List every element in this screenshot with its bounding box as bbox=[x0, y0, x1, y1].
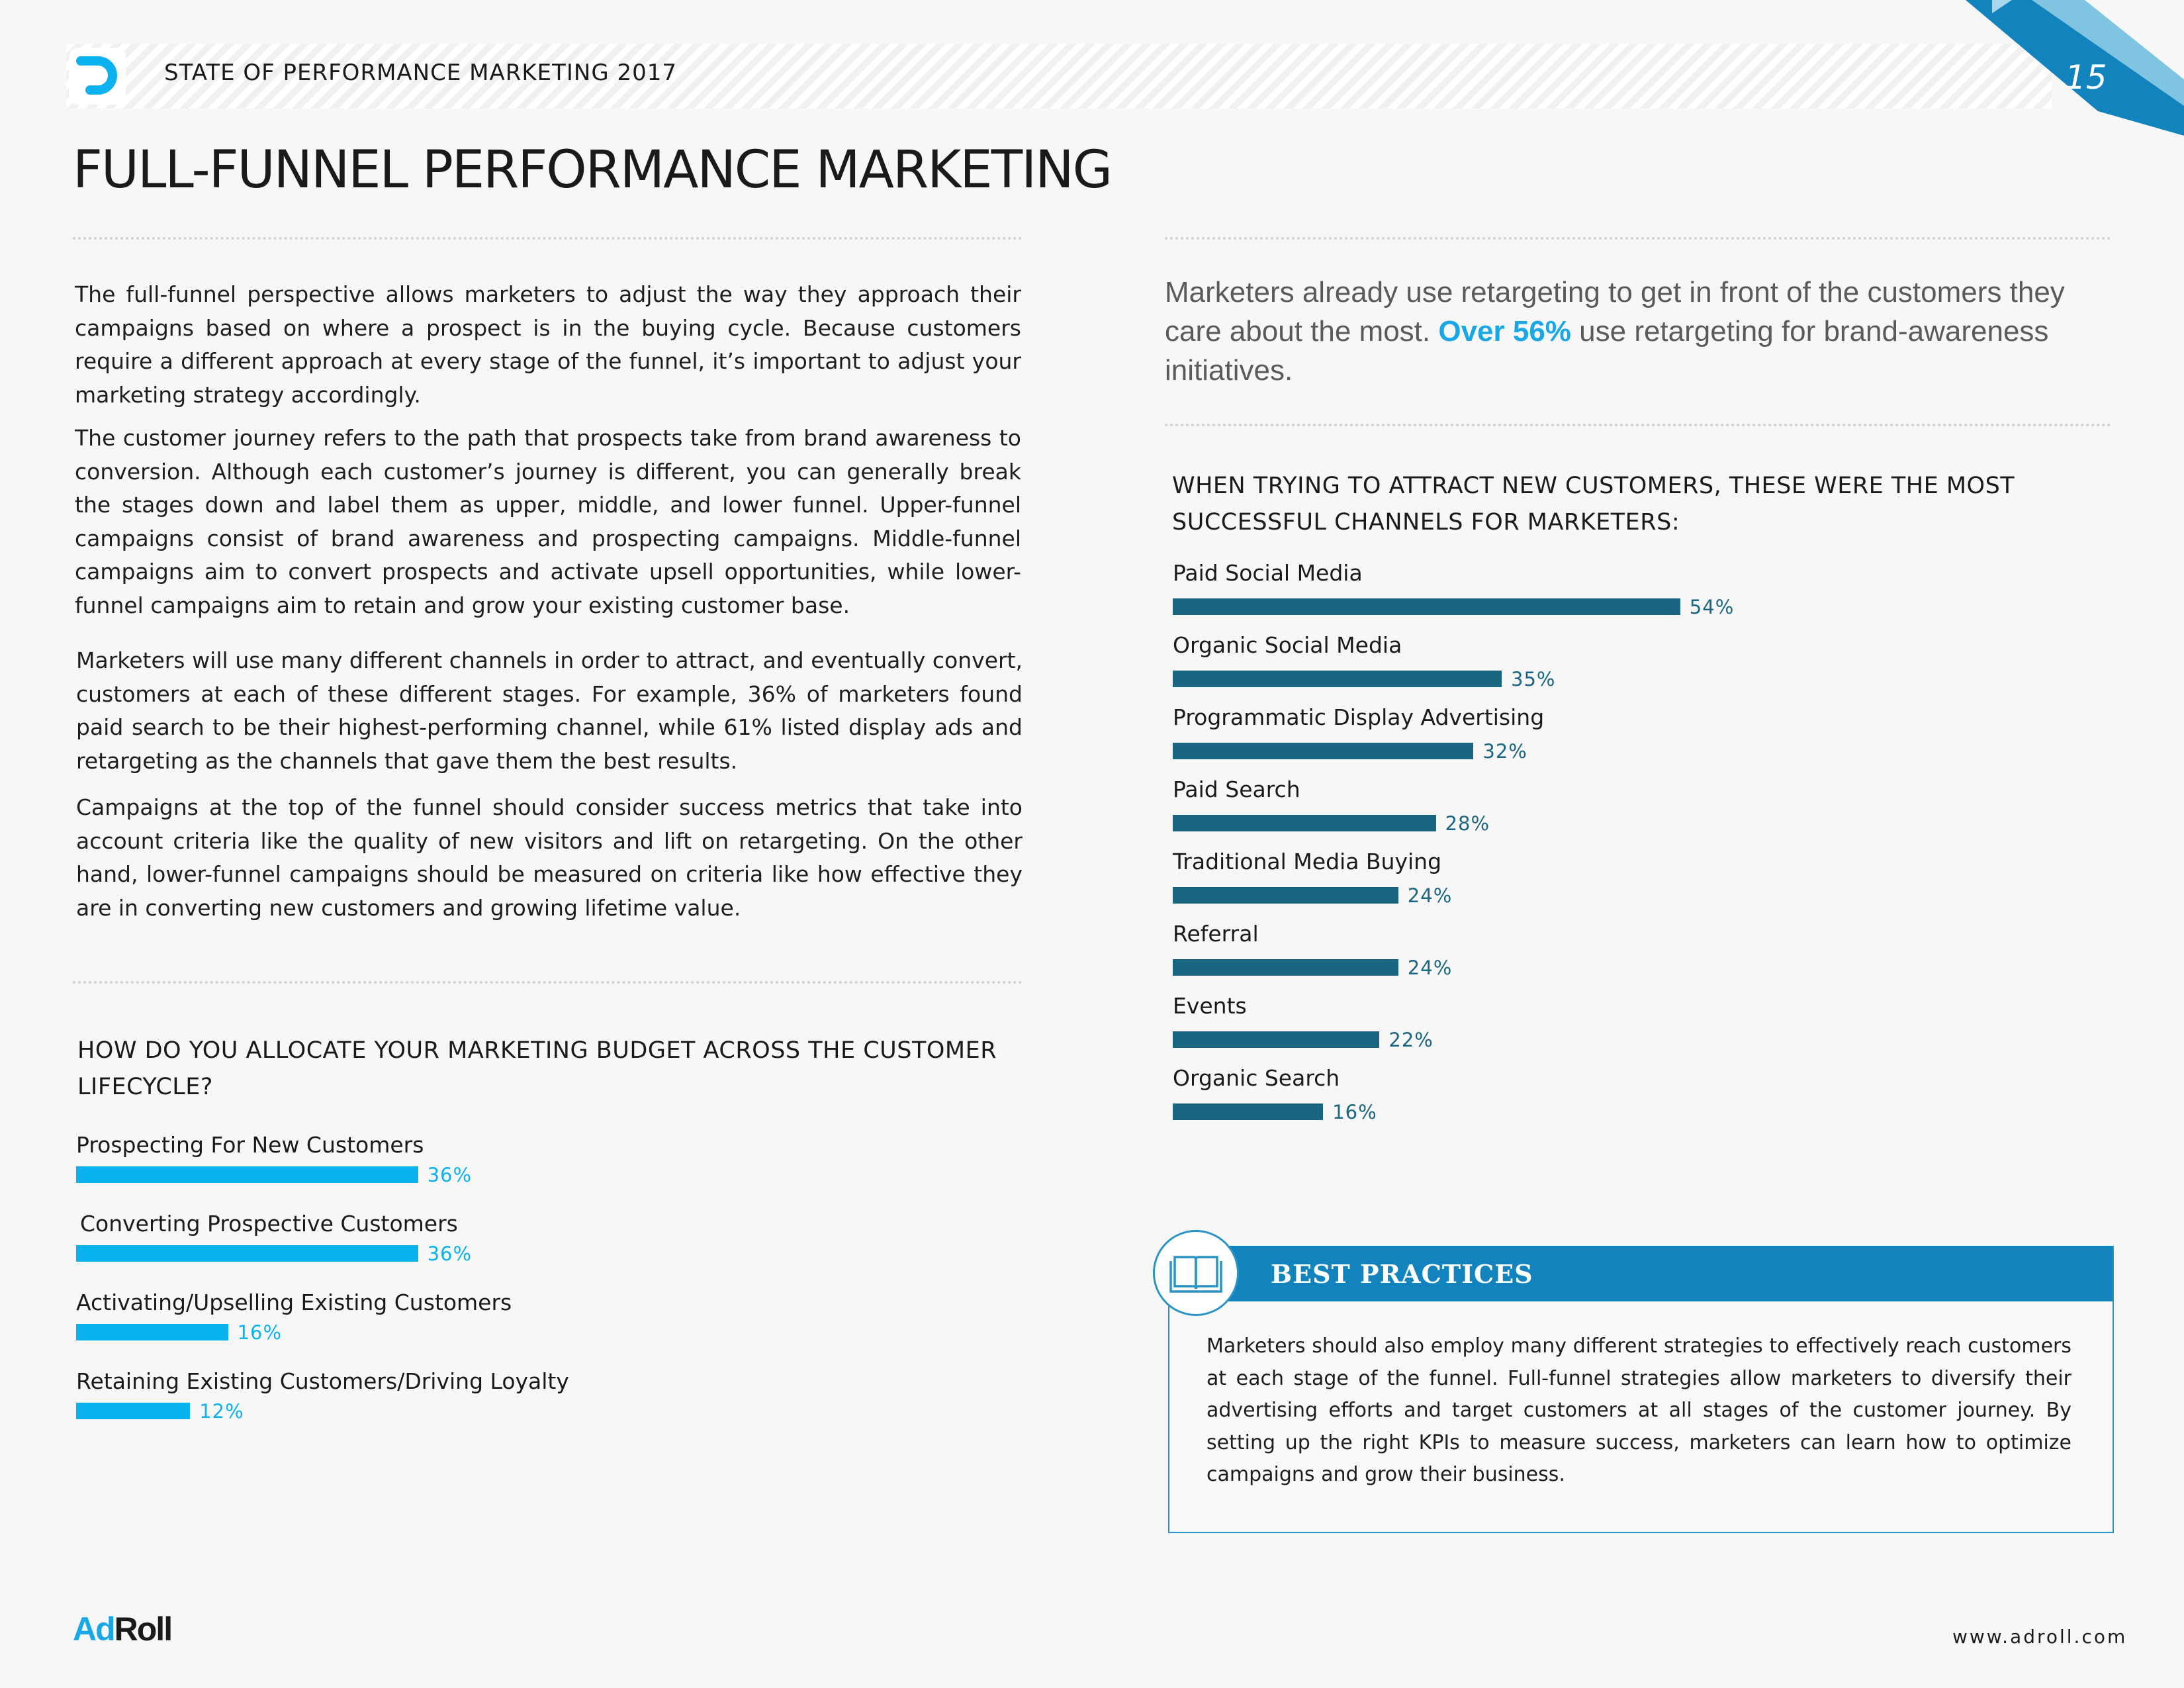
journey-paragraph: The customer journey refers to the path that prospects take from brand awareness to conversion. Although each customer’s journey is different, you can generally break the stages down and label them as upper, middle, and lower funnel. Upper-funnel campaigns consist of brand awareness and prospecting campaigns. Middle-funnel campaigns aim to convert prospects and activate upsell opportunities, while lower-funnel campaigns aim to retain and grow your existing customer base. bbox=[75, 425, 1021, 618]
bar-value-label: 24% bbox=[1407, 957, 1453, 979]
bar bbox=[1173, 1103, 1323, 1120]
best-practices-text: Marketers should also employ many different strategies to effectively reach customers at each stage of the funnel. Full-funnel strategies allow marketers to diversify their advertising efforts and target customers at all stages of the customer journey. By setting up the right KPIs to measure success, marketers can learn how to optimize campaigns and grow their business. bbox=[1206, 1335, 2071, 1486]
logo-part-ad: Ad bbox=[73, 1611, 114, 1648]
bar-label: Programmatic Display Advertising bbox=[1173, 704, 1545, 730]
chart-title: HOW DO YOU ALLOCATE YOUR MARKETING BUDGET ACROSS THE CUSTOMER LIFECYCLE? bbox=[77, 1037, 997, 1100]
bar-value-label: 35% bbox=[1511, 668, 1556, 690]
bar-label: Retaining Existing Customers/Driving Loyalty bbox=[76, 1368, 569, 1394]
website-link[interactable]: www.adroll.com bbox=[1952, 1626, 2128, 1648]
adroll-swirl-icon bbox=[69, 48, 126, 105]
bar-label: Prospecting For New Customers bbox=[76, 1132, 424, 1158]
bar bbox=[1173, 743, 1473, 759]
bar bbox=[1173, 815, 1436, 831]
bar-label: Organic Social Media bbox=[1173, 632, 1402, 658]
bar bbox=[1173, 887, 1398, 904]
quote-text-end: use retargeting for brand-awareness initiatives. bbox=[1165, 315, 2049, 387]
bar-label: Referral bbox=[1173, 921, 1259, 947]
bar bbox=[76, 1245, 418, 1262]
report-title: STATE OF PERFORMANCE MARKETING 2017 bbox=[164, 60, 678, 86]
channels-paragraph: Marketers will use many different channels in order to attract, and eventually convert, customers at each of these different stages. For example, 36% of marketers found paid search to be their highest-performing channel, while 61% listed display ads and retargeting as the channels that gave them the best results. bbox=[76, 647, 1023, 774]
bar-value-label: 32% bbox=[1482, 740, 1527, 763]
bar-value-label: 12% bbox=[199, 1400, 244, 1423]
divider bbox=[1165, 237, 2111, 240]
bar-value-label: 36% bbox=[427, 1164, 473, 1186]
bar bbox=[1173, 598, 1680, 615]
chart-title: WHEN TRYING TO ATTRACT NEW CUSTOMERS, THESE WERE THE MOST SUCCESSFUL CHANNELS FOR MARKETERS: bbox=[1172, 473, 2015, 536]
best-practices-title: BEST PRACTICES bbox=[1271, 1259, 1533, 1289]
bar-value-label: 22% bbox=[1388, 1029, 1433, 1051]
bar bbox=[76, 1166, 418, 1183]
bar-value-label: 54% bbox=[1689, 596, 1735, 618]
page-number: 15 bbox=[2065, 58, 2107, 97]
bar-label: Converting Prospective Customers bbox=[80, 1211, 458, 1237]
bar-label: Activating/Upselling Existing Customers bbox=[76, 1289, 512, 1315]
page-title: FULL-FUNNEL PERFORMANCE MARKETING bbox=[73, 140, 1112, 200]
bar bbox=[1173, 671, 1502, 687]
bar-value-label: 28% bbox=[1445, 812, 1490, 835]
divider bbox=[1165, 424, 2111, 426]
best-practices-badge bbox=[1153, 1230, 1239, 1316]
bar bbox=[76, 1324, 228, 1340]
bar-value-label: 24% bbox=[1407, 884, 1453, 907]
divider bbox=[73, 981, 1023, 984]
bar bbox=[1173, 1031, 1379, 1048]
quote-text: Marketers already use retargeting to get in front of the customers they care about the most. bbox=[1165, 276, 2065, 348]
bar-label: Traditional Media Buying bbox=[1173, 849, 1442, 874]
bar-value-label: 16% bbox=[1332, 1101, 1377, 1123]
metrics-paragraph: Campaigns at the top of the funnel should consider success metrics that take into account criteria like the quality of new visitors and lift on retargeting. On the other hand, lower-funnel campaigns should be measured on criteria like how effective they are in converting new customers and growing lifetime value. bbox=[76, 794, 1023, 921]
adroll-logo bbox=[73, 1610, 171, 1648]
bar bbox=[1173, 959, 1398, 976]
intro-paragraph: The full-funnel perspective allows marketers to adjust the way they approach their campaigns based on where a prospect is in the buying cycle. Because customers require a different approach at every stage of the funnel, it’s important to adjust your marketing strategy accordingly. bbox=[75, 281, 1021, 408]
quote-highlight: Over 56% bbox=[1438, 315, 1571, 348]
bar bbox=[76, 1403, 190, 1419]
bar-label: Events bbox=[1173, 993, 1247, 1019]
bar-label: Paid Search bbox=[1173, 776, 1300, 802]
book-icon bbox=[1155, 1232, 1237, 1314]
pull-quote bbox=[1165, 273, 2065, 390]
bar-value-label: 16% bbox=[237, 1321, 283, 1344]
bar-label: Paid Social Media bbox=[1173, 560, 1363, 586]
logo-part-roll: Roll bbox=[114, 1611, 172, 1648]
bar-label: Organic Search bbox=[1173, 1065, 1340, 1091]
bar-value-label: 36% bbox=[427, 1243, 473, 1265]
divider bbox=[73, 237, 1023, 240]
